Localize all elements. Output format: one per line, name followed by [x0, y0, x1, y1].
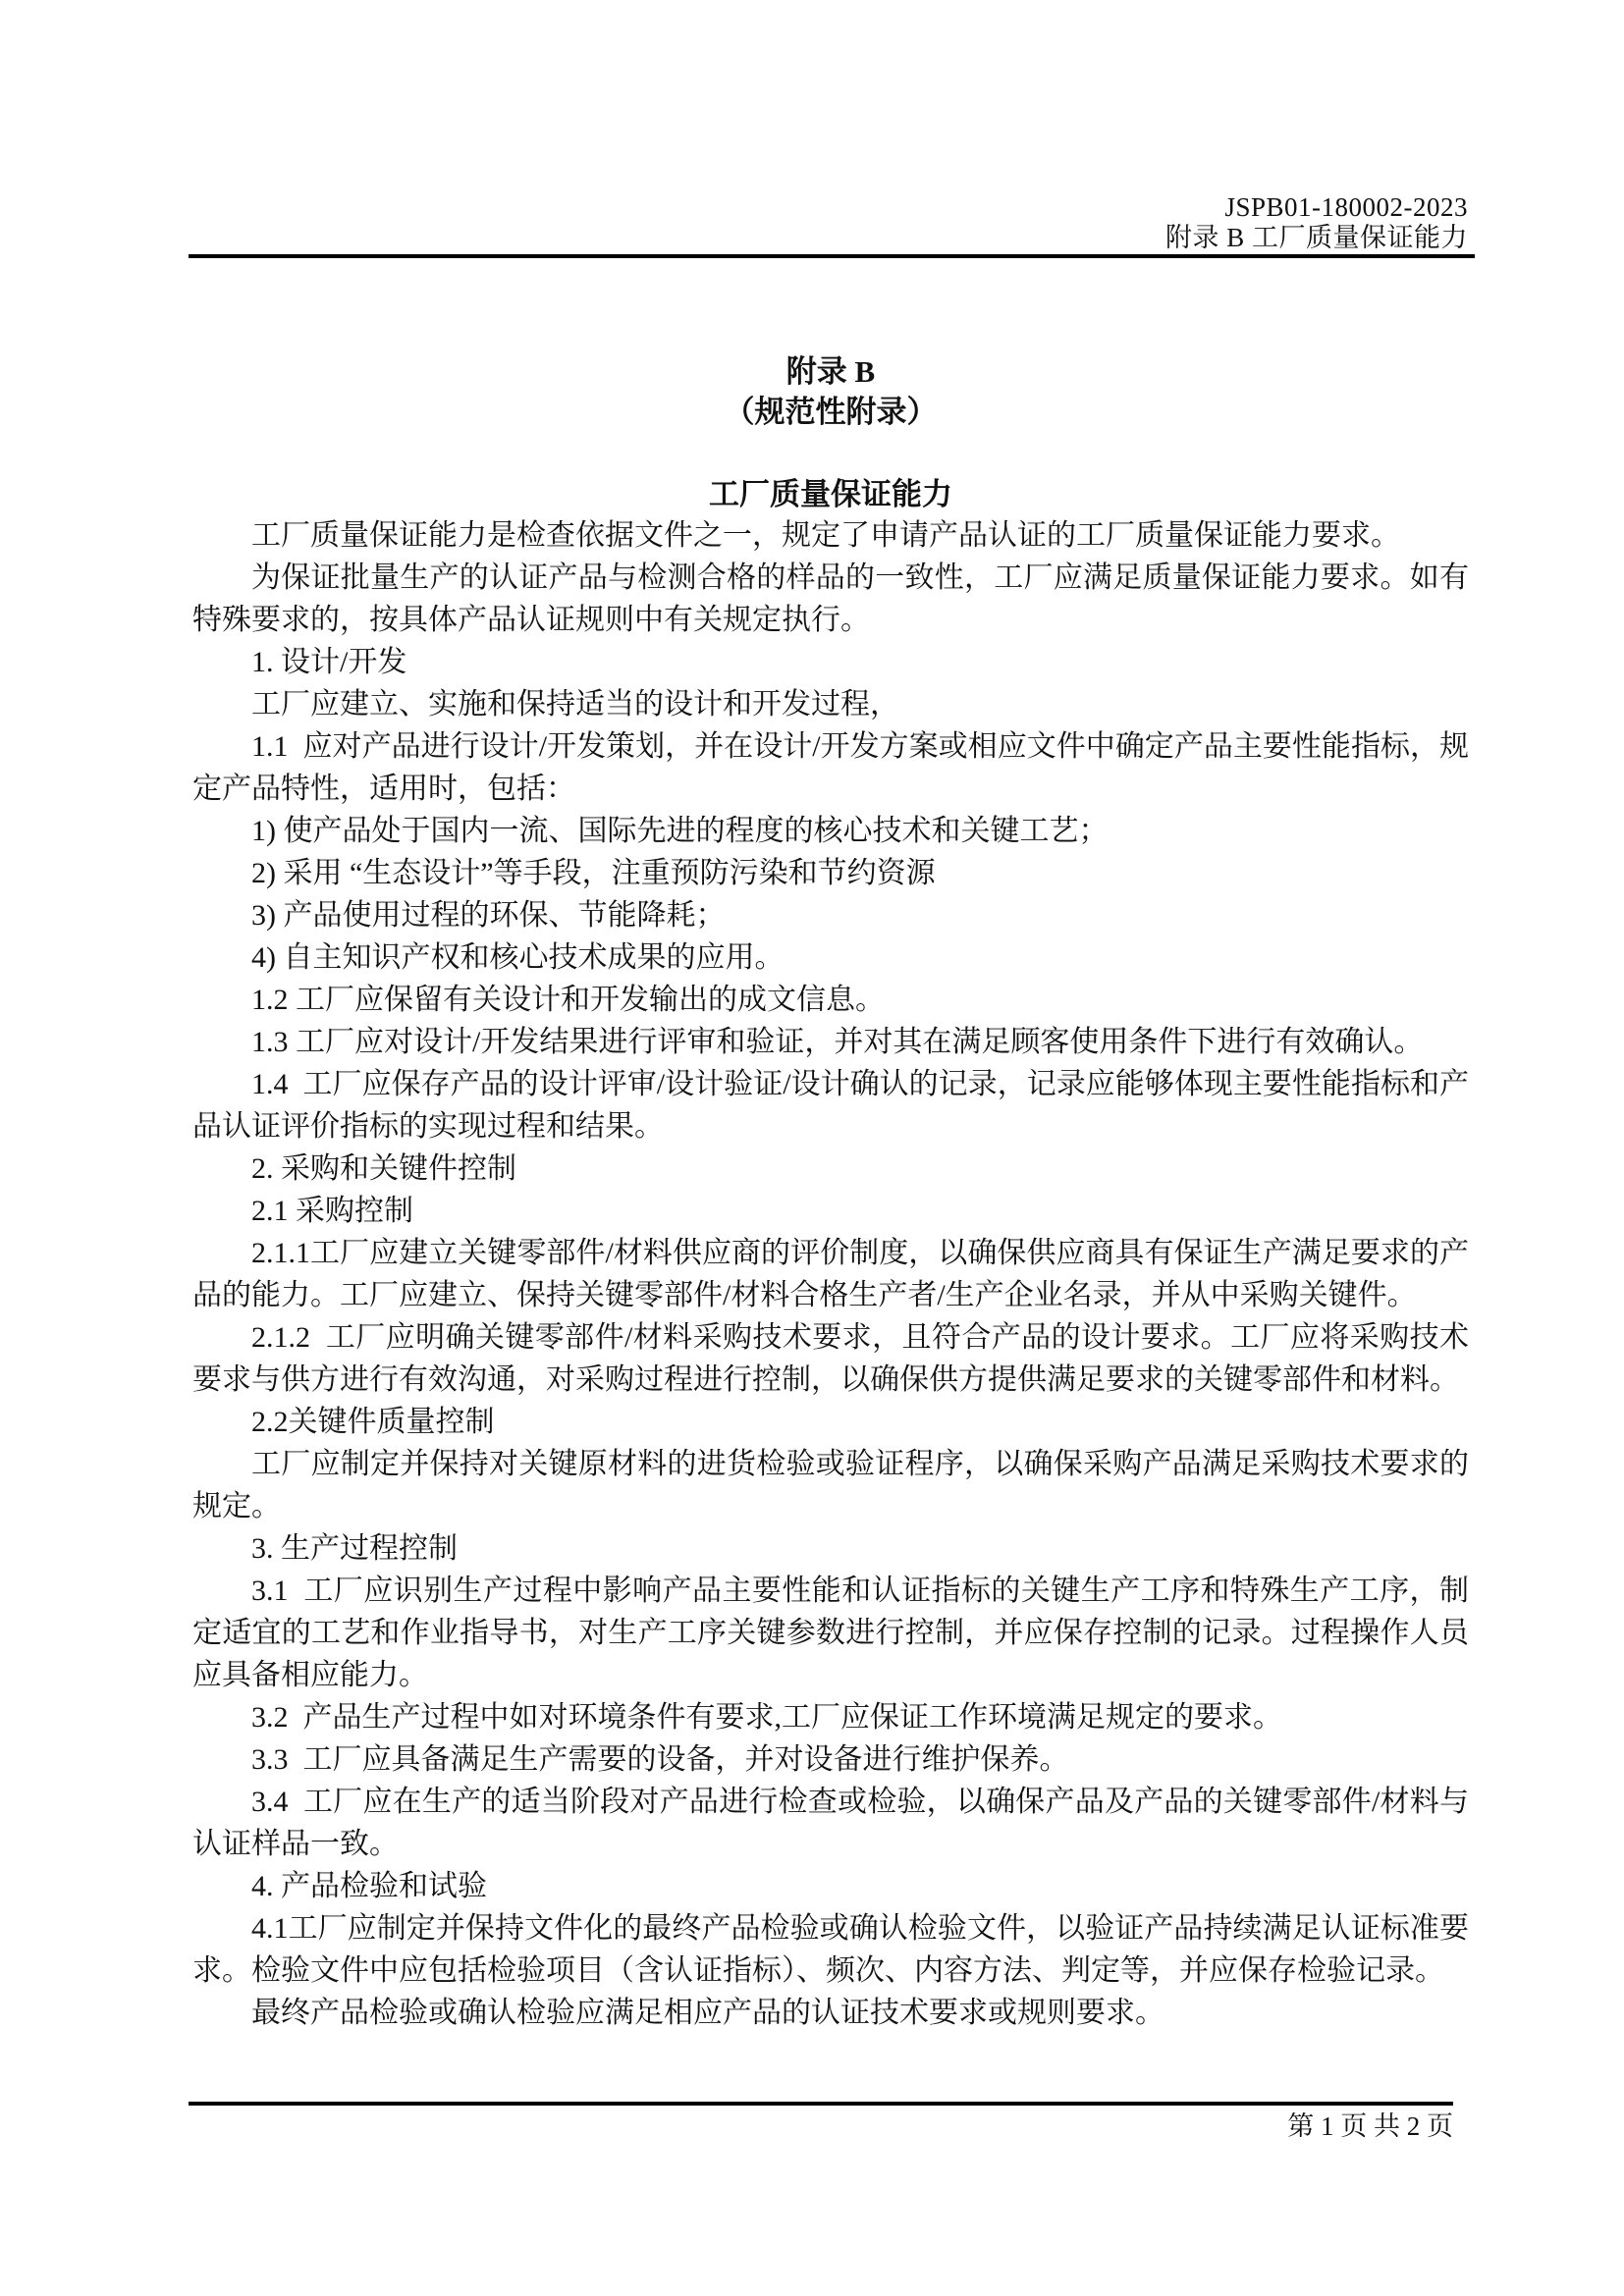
body-paragraph: 2.1.2 工厂应明确关键零部件/材料采购技术要求，且符合产品的设计要求。工厂应将采购技术要求与供方进行有效沟通，对采购过程进行控制，以确保供方提供满足要求的关键零部件和材料。: [192, 1321, 1469, 1396]
body-paragraph: 1.3 工厂应对设计/开发结果进行评审和验证，并对其在满足顾客使用条件下进行有效确认。: [251, 1026, 1424, 1058]
header-rule: [189, 254, 1475, 258]
body-paragraph: 工厂应制定并保持对关键原材料的进货检验或验证程序，以确保采购产品满足采购技术要求的规定。: [192, 1448, 1469, 1522]
body-paragraph: 3.1 工厂应识别生产过程中影响产品主要性能和认证指标的关键生产工序和特殊生产工序，制定适宜的工艺和作业指导书，对生产工序关键参数进行控制，并应保存控制的记录。过程操作人员应具备相应能力。: [192, 1575, 1469, 1691]
body-paragraph: 3.4 工厂应在生产的适当阶段对产品进行检查或检验，以确保产品及产品的关键零部件/材料与认证样品一致。: [192, 1786, 1469, 1860]
body-paragraph: 2) 采用 “生态设计”等手段，注重预防污染和节约资源: [251, 857, 936, 889]
document-heading: 工厂质量保证能力: [709, 477, 952, 511]
body-paragraph: 3) 产品使用过程的环保、节能降耗；: [251, 899, 726, 932]
body-paragraph: 工厂质量保证能力是检查依据文件之一，规定了申请产品认证的工厂质量保证能力要求。: [251, 519, 1400, 552]
body-paragraph: 4.1工厂应制定并保持文件化的最终产品检验或确认检验文件，以验证产品持续满足认证标准要求。检验文件中应包括检验项目（含认证指标）、频次、内容方法、判定等，并应保存检验记录。: [192, 1912, 1469, 1987]
appendix-title: 附录 B: [785, 354, 876, 389]
body-paragraph: 工厂应建立、实施和保持适当的设计和开发过程，: [251, 688, 899, 721]
body-paragraph: 1.2 工厂应保留有关设计和开发输出的成文信息。: [251, 984, 885, 1016]
body-paragraph: 2.1.1工厂应建立关键零部件/材料供应商的评价制度，以确保供应商具有保证生产满足要求的产品的能力。工厂应建立、保持关键零部件/材料合格生产者/生产企业名录，并从中采购关键件。: [192, 1237, 1469, 1311]
body-paragraph: 4. 产品检验和试验: [251, 1870, 487, 1902]
header-doc-number: JSPB01-180002-2023: [1224, 192, 1468, 222]
body-paragraph: 3. 生产过程控制: [251, 1532, 458, 1565]
body-paragraph: 4) 自主知识产权和核心技术成果的应用。: [251, 941, 785, 974]
body-paragraph: 2.1 采购控制: [251, 1195, 413, 1227]
body-paragraph: 3.2 产品生产过程中如对环境条件有要求,工厂应保证工作环境满足规定的要求。: [251, 1701, 1282, 1734]
title-block: [192, 351, 1469, 514]
body-paragraph: 2. 采购和关键件控制: [251, 1152, 516, 1185]
page-header: [192, 192, 1468, 253]
page-footer: [192, 2110, 1453, 2142]
appendix-subtitle: （规范性附录）: [724, 395, 938, 429]
body-paragraph: 1.4 工厂应保存产品的设计评审/设计验证/设计确认的记录，记录应能够体现主要性能指标和产品认证评价指标的实现过程和结果。: [192, 1068, 1469, 1143]
header-doc-title: 附录 B 工厂质量保证能力: [1164, 223, 1468, 252]
body-paragraph: 1.1 应对产品进行设计/开发策划，并在设计/开发方案或相应文件中确定产品主要性能指标，规定产品特性，适用时，包括：: [192, 730, 1469, 805]
page-number: 第 1 页 共 2 页: [1287, 2111, 1453, 2141]
footer-rule: [189, 2102, 1453, 2106]
body-paragraph: 1) 使产品处于国内一流、国际先进的程度的核心技术和关键工艺；: [251, 815, 1109, 847]
body-paragraph: 2.2关键件质量控制: [251, 1406, 495, 1438]
document-body: [192, 514, 1469, 2034]
body-paragraph: 最终产品检验或确认检验应满足相应产品的认证技术要求或规则要求。: [251, 1997, 1164, 2029]
body-paragraph: 为保证批量生产的认证产品与检测合格的样品的一致性，工厂应满足质量保证能力要求。如有特殊要求的，按具体产品认证规则中有关规定执行。: [192, 561, 1469, 636]
body-paragraph: 3.3 工厂应具备满足生产需要的设备，并对设备进行维护保养。: [251, 1743, 1069, 1776]
body-paragraph: 1. 设计/开发: [251, 646, 407, 678]
